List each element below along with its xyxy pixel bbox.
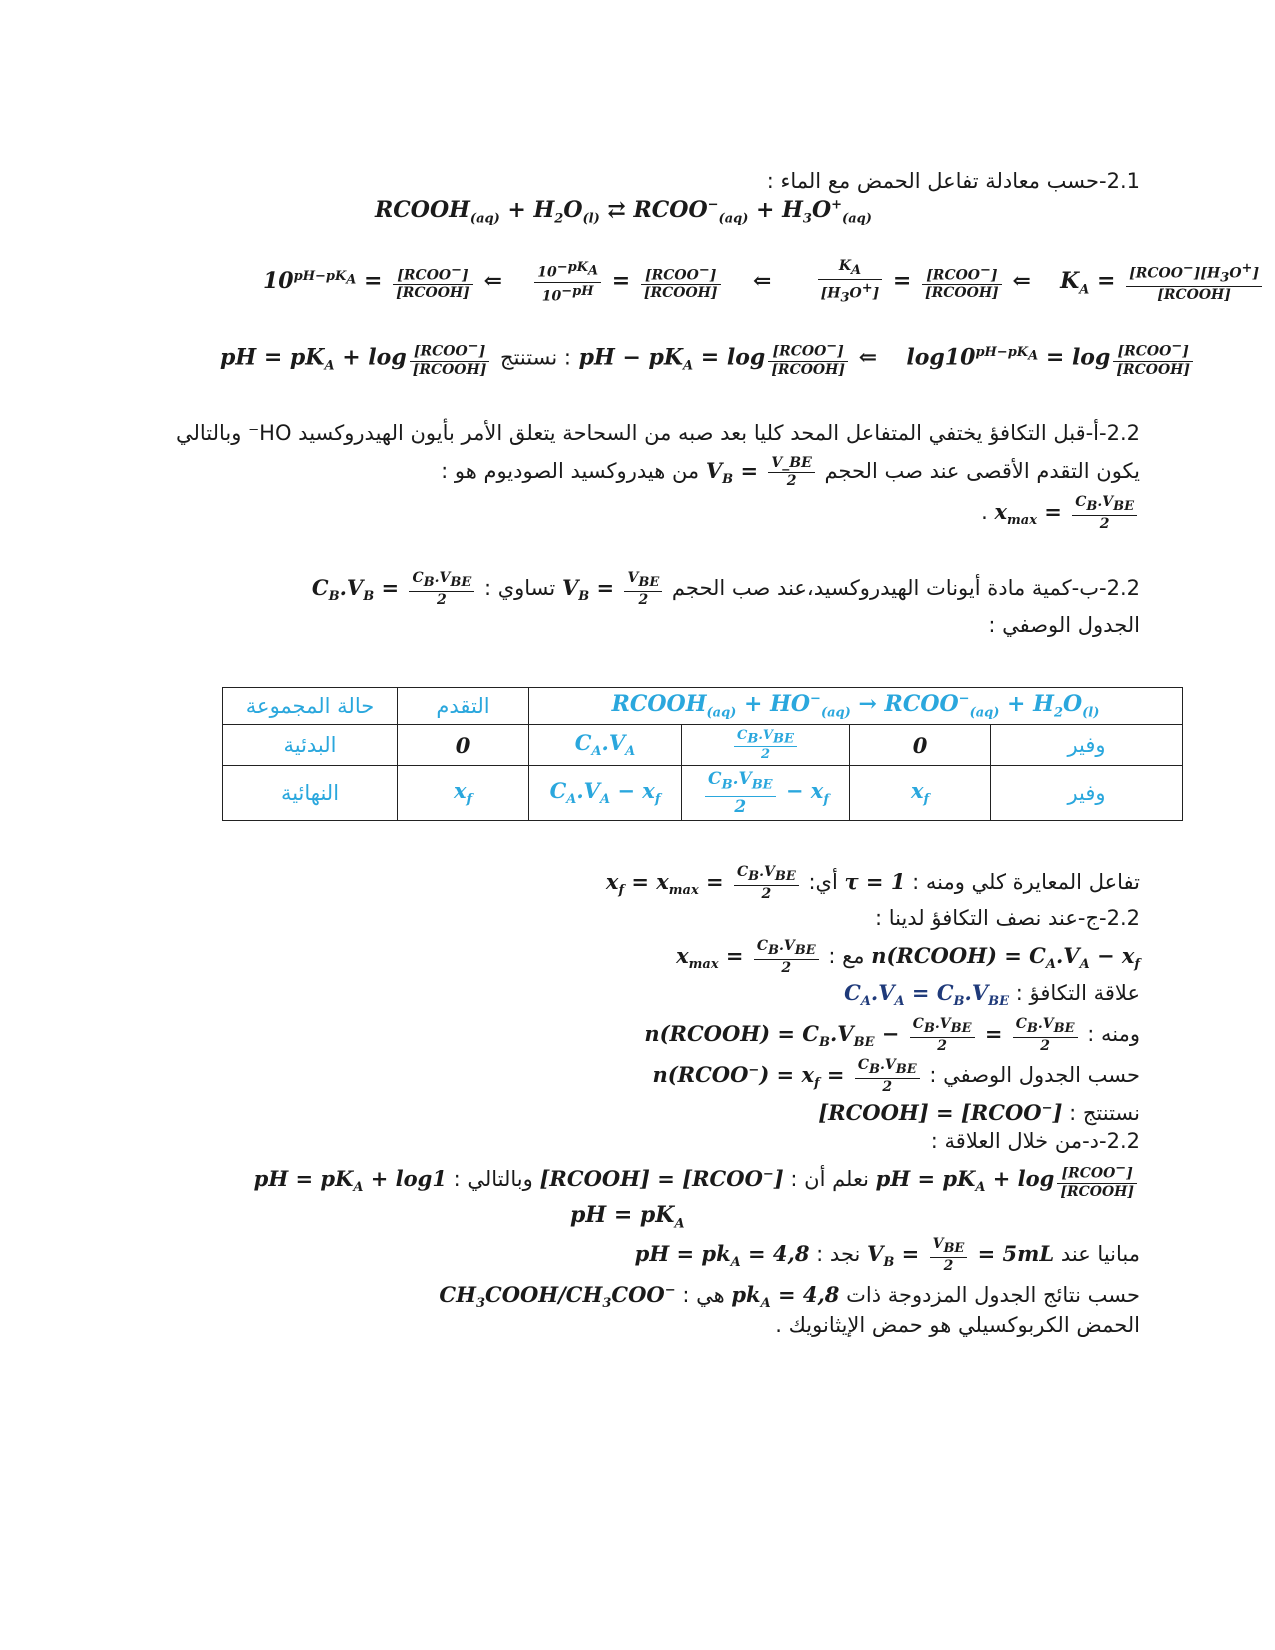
conclude-word: نستنتج : — [500, 345, 571, 370]
section-2-2c-with: n(RCOOH) = $C_A.V_A - x_f$ مع : $x_{max}$ = $C_B.V_{BE}$ 2 — [676, 938, 1140, 976]
initial-acid: $C_A.V_A$ — [529, 725, 682, 766]
final-conclusion: الحمض الكربوكسيلي هو حمض الإيثانويك . — [775, 1313, 1140, 1337]
final-state-label: النهائية — [223, 766, 398, 821]
initial-base: $C_B.V_{BE}$ 2 — [682, 725, 850, 766]
header-state: حالة المجموعة — [223, 688, 398, 725]
final-rcoo: $x_f$ — [850, 766, 991, 821]
initial-water: وفير — [991, 725, 1183, 766]
table-row — [223, 725, 1183, 766]
derivation-line-2: pH = $pK_A + \log$ [RCOO−] [RCOOH] نستنتج : pH − $pK_A = \log$ [RCOO−] [RCOOH] ⇐ $\log 10^{pH-pK_A} = \log$ [RCOO−] [RCOOH] — [220, 338, 1196, 379]
final-acid: $C_A.V_A - x_f$ — [529, 766, 682, 821]
header-progress: التقدم — [398, 688, 529, 725]
header-equation: $RCOOH_{(aq)} + HO^-_{(aq)}$ → $RCOO^-_{(aq)} + H_2O_{(l)}$ — [529, 688, 1183, 725]
section-2-2a-line1: 2.2-أ-قبل التكافؤ يختفي المتفاعل المحد كليا بعد صبه من السحاحة يتعلق الأمر بأيون الهيدروكسيد HO⁻ وبالتالي — [175, 421, 1140, 445]
section-2-2d-title: 2.2-د-من خلال العلاقة : — [930, 1129, 1140, 1153]
graph-reading: مبانيا عند $V_B$ = $V_{BE}$ 2 = 5mL نجد : pH = $pk_A = 4,8$ — [634, 1236, 1140, 1274]
tau-line: تفاعل المعايرة كلي ومنه : τ = 1 أي: $x_f = x_{max}$ = $C_B.V_{BE}$ 2 — [605, 864, 1140, 902]
table-pairs: حسب نتائج الجدول المزدوجة ذات $pk_A = 4,8$ هي : $CH_3COOH/CH_3COO^-$ — [439, 1282, 1140, 1312]
section-2-2c-table: حسب الجدول الوصفي : n(RCOO−) = $x_f$ = $C_B.V_{BE}$ 2 — [652, 1057, 1140, 1095]
final-base: $C_B.V_{BE}$ 2 − $x_f$ — [682, 766, 850, 821]
section-2-2c-equiv: علاقة التكافؤ : $C_A.V_A = C_B.V_{BE}$ — [844, 980, 1140, 1010]
table-row — [223, 688, 1183, 725]
initial-rcoo: 0 — [850, 725, 991, 766]
final-progress: $x_f$ — [398, 766, 529, 821]
progress-table — [222, 687, 1183, 821]
section-2-2b-line1: 2.2-ب-كمية مادة أيونات الهيدروكسيد،عند صب الحجم $V_B$ = $V_{BE}$ 2 تساوي : $C_B.V_B$ = $C_B.V_{BE}$ 2 — [311, 570, 1140, 608]
initial-progress: 0 — [398, 725, 529, 766]
section-2-2c-title: 2.2-ج-عند نصف التكافؤ لدينا : — [874, 906, 1140, 930]
section-2-2c-concl: نستنتج : [RCOOH] = [RCOO−] — [818, 1100, 1140, 1125]
initial-state-label: البدئية — [223, 725, 398, 766]
section-2-1-title: 2.1-حسب معادلة تفاعل الحمض مع الماء : — [766, 169, 1140, 193]
section-2-2c-hence: ومنه : n(RCOOH) = $C_B.V_{BE}$ − $C_B.V_{BE}$ 2 = $C_B.V_{BE}$ 2 — [644, 1016, 1140, 1054]
table-row — [223, 766, 1183, 821]
xmax-definition: $x_{max}$ = $C_B.V_{BE}$ 2 . — [981, 494, 1140, 536]
section-2-2d-relation: pH = $pK_A + \log$ [RCOO−] [RCOOH] نعلم أن : [RCOOH] = [RCOO−] وبالتالي : pH = $pK_A + \log 1$ — [254, 1160, 1140, 1203]
derivation-line-1: $10^{pH-pK_A}$ = [RCOO−] [RCOOH] ⇐ $10^{-pK_A}$ $10^{-pH}$ = [RCOO−] [RCOOH] ⇐ $\frac{K_A}{[H_3O^+]}$ = [RCOO−] [RCOOH] ⇐ $K_A$ = $[RCOO^-][H_3O^+]$ [RCOOH] — [263, 258, 1265, 306]
section-2-2a-line2: يكون التقدم الأقصى عند صب الحجم $V_B$ = $\frac{V\_BE}{2}$ من هيدروكسيد الصوديوم هو : — [441, 455, 1140, 489]
section-2-2b-line2: الجدول الوصفي : — [988, 613, 1140, 637]
final-water: وفير — [991, 766, 1183, 821]
acid-water-equation: $RCOOH_{(aq)} + H_2O_{(l)}$ ⇄ $RCOO^-_{(aq)} + H_3O^+_{(aq)}$ — [375, 197, 872, 227]
ph-equals-pka: pH = $pK_A$ — [570, 1202, 685, 1232]
